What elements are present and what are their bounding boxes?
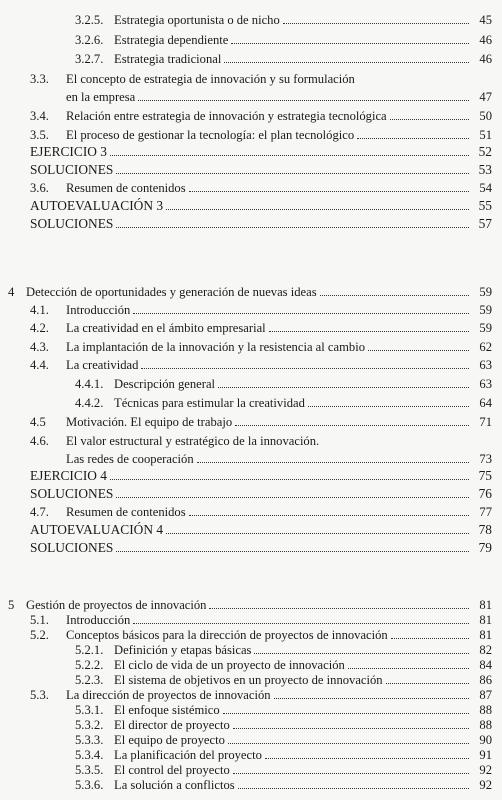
toc-entry [30,357,492,373]
toc-entry-number: 5.2.2. [75,658,104,672]
toc-page-number: 82 [479,643,492,657]
dot-leader [209,608,469,609]
toc-entry [8,597,492,613]
toc-entry-number: 4 [8,285,15,299]
toc-page-number: 57 [478,216,492,231]
toc-page-number: 59 [479,321,492,335]
toc-entry-title: El control del proyecto [114,763,230,777]
dot-leader [233,728,469,729]
toc-entry-title: Resumen de contenidos [66,181,186,195]
toc-entry [75,717,492,733]
toc-entry-title: SOLUCIONES [30,216,114,231]
dot-leader [218,387,469,388]
toc-entry [30,320,492,336]
dot-leader [320,295,469,296]
toc-entry [30,540,492,556]
toc-entry-number: 4.2. [30,321,49,335]
toc-entry [75,376,492,392]
toc-page-number: 52 [478,144,492,159]
toc-entry-number: 3.2.5. [75,13,104,27]
dot-leader [223,713,469,714]
dot-leader [238,788,469,789]
toc-page-number: 91 [479,748,492,762]
toc-page-number: 55 [478,198,492,213]
dot-leader [133,313,469,314]
toc-entry-number: 5.2.3. [75,673,104,687]
toc-entry-number: 4.4.2. [75,396,104,410]
toc-entry-title: EJERCICIO 3 [30,144,107,159]
toc-entry-title: El equipo de proyecto [114,733,225,747]
toc-entry-title: El sistema de objetivos en un proyecto de innovación [114,673,383,687]
toc-page-number: 88 [479,718,492,732]
toc-page-number: 86 [479,673,492,687]
toc-entry-title: El proceso de gestionar la tecnología: el plan tecnológico [66,128,355,142]
toc-entry-number: 3.4. [30,109,49,123]
toc-entry [75,395,492,411]
dot-leader [308,406,469,407]
toc-entry [75,32,492,48]
toc-page-number: 53 [478,162,492,177]
toc-entry [30,522,492,538]
toc-page-number: 81 [479,628,492,642]
dot-leader [116,227,469,228]
toc-entry-title: Definición y etapas básicas [114,643,252,657]
toc-entry-number: 3.2.6. [75,33,104,47]
toc-entry [75,12,492,28]
toc-page-number: 90 [479,733,492,747]
toc-entry-title: SOLUCIONES [30,162,114,177]
toc-entry [75,642,492,658]
toc-entry [30,108,492,124]
toc-page-number: 45 [479,13,492,27]
toc-entry-number: 5.2.1. [75,643,104,657]
toc-entry [75,747,492,763]
dot-leader [390,119,469,120]
dot-leader [386,683,469,684]
toc-entry-title: AUTOEVALUACIÓN 4 [30,522,164,537]
toc-entry-number: 4.5 [30,415,46,429]
toc-entry-title: Descripción general [114,377,216,391]
toc-entry-title: El director de proyecto [114,718,230,732]
toc-entry-number: 5.1. [30,613,49,627]
dot-leader [391,638,469,639]
toc-page-number: 81 [479,598,492,612]
toc-page-number: 54 [479,181,492,195]
toc-entry-number: 5.3.5. [75,763,104,777]
toc-entry [30,127,492,143]
toc-page-number: 46 [479,52,492,66]
toc-entry-title: AUTOEVALUACIÓN 3 [30,198,164,213]
toc-entry [30,627,492,643]
toc-entry [8,284,492,300]
toc-page-number: 62 [479,340,492,354]
toc-entry [75,702,492,718]
toc-entry-number: 4.4.1. [75,377,104,391]
toc-entry-number: 5 [8,598,15,612]
dot-leader [197,462,469,463]
toc-page-number: 71 [479,415,492,429]
dot-leader [189,191,469,192]
toc-entry-title: EJERCICIO 4 [30,468,107,483]
toc-entry-title: Introducción [66,613,131,627]
dot-leader [110,155,469,156]
toc-entry-number: 5.3. [30,688,49,702]
dot-leader [269,331,469,332]
toc-page-number: 47 [479,90,492,104]
toc-entry-title: Las redes de cooperación [66,452,194,466]
toc-entry [75,762,492,778]
dot-leader [274,698,469,699]
dot-leader [166,533,469,534]
dot-leader [116,551,469,552]
toc-entry-number: 4.4. [30,358,49,372]
dot-leader [265,758,469,759]
toc-entry-number: 3.5. [30,128,49,142]
toc-page-number: 79 [478,540,492,555]
toc-entry-number: 4.6. [30,434,49,448]
dot-leader [348,668,469,669]
toc-entry [30,339,492,355]
toc-entry [30,486,492,502]
toc-entry-title: Resumen de contenidos [66,505,186,519]
dot-leader [138,100,469,101]
toc-entry-number: 5.3.2. [75,718,104,732]
toc-entry [30,451,492,467]
toc-entry [30,414,492,430]
toc-entry-title: Técnicas para estimular la creatividad [114,396,305,410]
dot-leader [189,515,469,516]
toc-entry-number: 3.3. [30,72,49,86]
toc-entry-title: La creatividad [66,358,139,372]
dot-leader [116,173,469,174]
toc-entry [30,71,492,87]
toc-page-number: 64 [479,396,492,410]
toc-page-number: 46 [479,33,492,47]
toc-entry-number: 5.2. [30,628,49,642]
toc-entry-title: SOLUCIONES [30,486,114,501]
dot-leader [228,743,469,744]
toc-entry-title: El ciclo de vida de un proyecto de innovación [114,658,345,672]
toc-page-number: 78 [478,522,492,537]
toc-entry [75,732,492,748]
toc-entry-title: Introducción [66,303,131,317]
toc-page-number: 87 [479,688,492,702]
toc-entry-number: 3.6. [30,181,49,195]
toc-entry [30,144,492,160]
toc-entry-title: La dirección de proyectos de innovación [66,688,271,702]
toc-entry [30,180,492,196]
toc-entry-number: 4.3. [30,340,49,354]
toc-entry-title: La creatividad en el ámbito empresarial [66,321,266,335]
toc-entry-title: Relación entre estrategia de innovación y estrategia tecnológica [66,109,387,123]
toc-entry-number: 5.3.6. [75,778,104,792]
toc-page-number: 77 [479,505,492,519]
toc-entry-number: 5.3.1. [75,703,104,717]
toc-entry-title: Estrategia oportunista o de nicho [114,13,280,27]
toc-entry-title: La implantación de la innovación y la resistencia al cambio [66,340,365,354]
toc-entry [30,162,492,178]
toc-entry-title: SOLUCIONES [30,540,114,555]
dot-leader [283,23,469,24]
toc-entry-number: 5.3.3. [75,733,104,747]
toc-page-number: 63 [479,358,492,372]
toc-entry [30,612,492,628]
toc-entry-number: 4.7. [30,505,49,519]
toc-entry [30,89,492,105]
toc-entry-title: El enfoque sistémico [114,703,220,717]
toc-page-number: 81 [479,613,492,627]
dot-leader [110,479,469,480]
toc-entry [30,687,492,703]
toc-entry [75,657,492,673]
toc-entry [75,777,492,793]
toc-entry-number: 5.3.4. [75,748,104,762]
toc-entry-title: Estrategia dependiente [114,33,229,47]
dot-leader [224,62,469,63]
toc-page-number: 88 [479,703,492,717]
dot-leader [166,209,469,210]
dot-leader [235,425,469,426]
toc-entry [30,468,492,484]
toc-page-number: 59 [479,285,492,299]
dot-leader [133,623,469,624]
toc-page-number: 59 [479,303,492,317]
toc-entry [30,504,492,520]
toc-entry-title: Conceptos básicos para la dirección de proyectos de innovación [66,628,388,642]
dot-leader [254,653,469,654]
toc-entry-title: Estrategia tradicional [114,52,222,66]
toc-entry [75,672,492,688]
dot-leader [357,138,469,139]
toc-page-number: 92 [479,778,492,792]
toc-page-number: 50 [479,109,492,123]
toc-entry [30,302,492,318]
toc-entry-title: La solución a conflictos [114,778,235,792]
toc-page-number: 63 [479,377,492,391]
toc-page-number: 51 [479,128,492,142]
toc-entry-title: Gestión de proyectos de innovación [26,598,207,612]
toc-entry-title: Detección de oportunidades y generación de nuevas ideas [26,285,317,299]
toc-entry [30,216,492,232]
dot-leader [116,497,469,498]
toc-page-number: 73 [479,452,492,466]
toc-entry [30,198,492,214]
dot-leader [231,43,469,44]
toc-page-number: 76 [478,486,492,501]
toc-entry-number: 4.1. [30,303,49,317]
dot-leader [233,773,469,774]
toc-entry-title: El valor estructural y estratégico de la innovación. [66,434,320,448]
toc-entry-number: 3.2.7. [75,52,104,66]
toc-entry [75,51,492,67]
toc-page-number: 84 [479,658,492,672]
dot-leader [141,368,469,369]
toc-entry-title: Motivación. El equipo de trabajo [66,415,233,429]
toc-page-number: 92 [479,763,492,777]
toc-entry-title: La planificación del proyecto [114,748,262,762]
toc-page-number: 75 [478,468,492,483]
toc-entry-title: en la empresa [66,90,136,104]
dot-leader [368,350,469,351]
toc-entry-title: El concepto de estrategia de innovación y su formulación [66,72,355,86]
toc-entry [30,433,492,449]
